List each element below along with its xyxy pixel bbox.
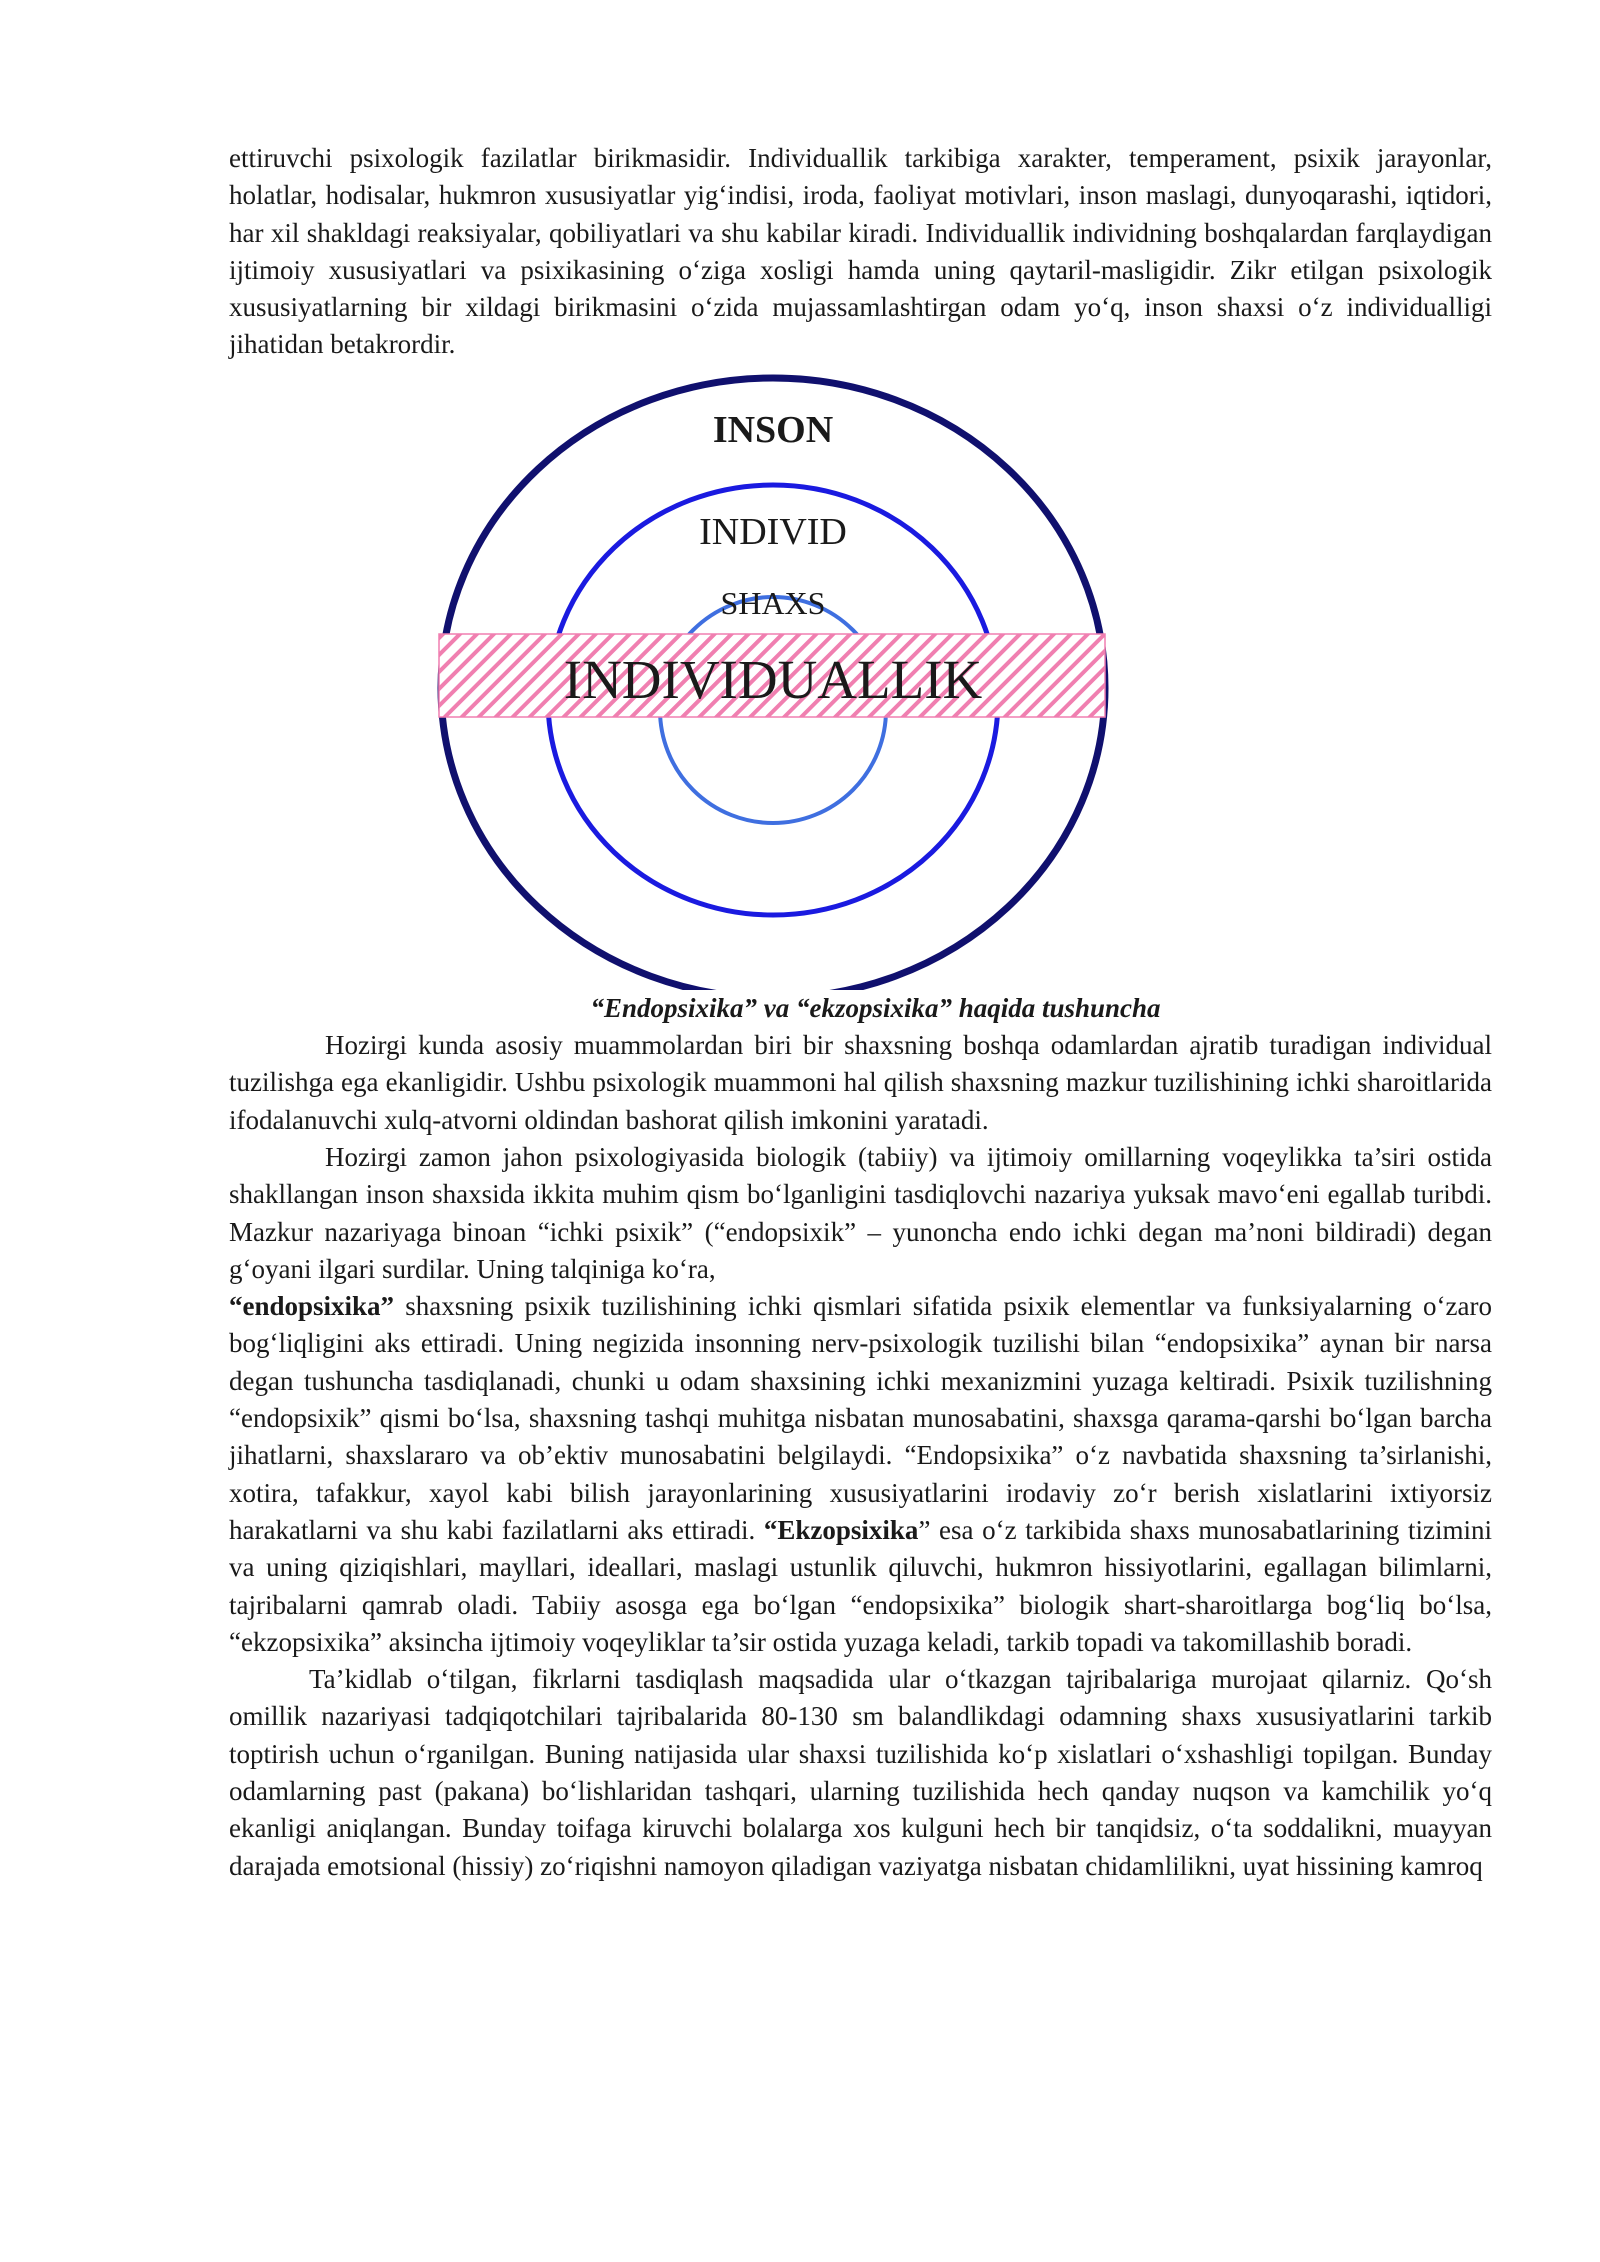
paragraph-endopsixika (229, 1139, 1492, 1661)
paragraph-hozirgi-kunda: Hozirgi kunda asosiy muammolardan biri bir shaxsning boshqa odamlardan ajratib turadigan individual tuzilishga ega ekanligidir. Ushbu psixologik muammoni hal qilish shaxsning mazkur tuzilishining ichki sharoitlarida ifodalanuvchi xulq-atvorni oldindan bashorat qilish imkonini yaratadi. (229, 1030, 1492, 1135)
term-endopsixika: “endopsixika” (229, 1291, 395, 1322)
label-individuallik: INDIVIDUALLIK (563, 648, 983, 710)
term-ekzopsixika: “Ekzopsixika (763, 1514, 919, 1545)
paragraph-individuallik: ettiruvchi psixologik fazilatlar birikmasidir. Individuallik tarkibiga xarakter, temperament, psixik jarayonlar, holatlar, hodisalar, hukmron xususiyatlar yig‘indisi, iroda, faoliyat motivlari, inson maslagi, dunyoqarashi, iqtidori, har xil shakldagi reaksiyalar, qobiliyatlari va shu kabilar kiradi. Individuallik individning boshqalardan farqlaydigan ijtimoiy xususiyatlari va psixikasining o‘ziga xosligi hamda uning qaytaril-masligidir. Zikr etilgan psixologik xususiyatlarning bir xildagi birikmasini o‘zida mujassamlashtirgan odam yo‘q, inson shaxsi o‘z individualligi jihatidan betakrordir. (229, 143, 1492, 360)
section-heading: “Endopsixika” va “ekzopsixika” haqida tushuncha (590, 992, 1161, 1023)
concentric-circles-diagram (229, 370, 1492, 990)
para3-text-1: Hozirgi zamon jahon psixologiyasida biologik (tabiiy) va ijtimoiy omillarning voqeylikka ta’siri ostida shakllangan inson shaxsida ikkita muhim qism bo‘lganligini tasdiqlovchi nazariya yuksak mavo‘eni egallab turibdi. Mazkur nazariyaga binoan “ichki psixik” (“endopsixik” – yunoncha endo ichki degan ma’noni bildiradi) degan g‘oyani ilgari surdilar. Uning talqiniga ko‘ra, (229, 1141, 1492, 1284)
para3-text-2: shaxsning psixik tuzilishining ichki qismlari sifatida psixik elementlar va funksiyalarning o‘zaro bog‘liqligini aks ettiradi. Uning negizida insonning nerv-psixologik tuzilishi bilan “endopsixika” aynan bir narsa degan tushuncha tasdiqlanadi, chunki u odam shaxsining ichki mexanizmini yuzaga keltiradi. Psixik tuzilishning “endopsixik” qismi bo‘lsa, shaxsning tashqi muhitga nisbatan munosabatini, shaxsga qarama-qarshi bo‘lgan barcha jihatlarni, shaxslararo va ob’ektiv munosabatini belgilaydi. “Endopsixika” o‘z navbatida shaxsning ta’sirlanishi, xotira, tafakkur, xayol kabi bilish jarayonlarining xususiyatlarini irodaviy zo‘r berish xislatlarini ixtiyorsiz harakatlarni va shu kabi fazilatlarni aks ettiradi. (229, 1291, 1492, 1545)
label-shaxs: SHAXS (720, 584, 826, 621)
label-inson: INSON (712, 408, 834, 451)
para3-text-3: ” esa o‘z tarkibida shaxs munosabatlarining tizimini va uning qiziqishlari, mayllari, ideallari, maslagi ustunlik qiluvchi, hukmron hissiyotlarini, egallagan bilimlarni, tajribalarni qamrab oladi. Tabiiy asosga ega bo‘lgan “endopsixika” biologik shart-sharoitlarga bog‘liq bo‘lsa, “ekzopsixika” aksincha ijtimoiy voqeyliklar ta’sir ostida yuzaga keladi, tarkib topadi va takomillashib boradi. (229, 1514, 1492, 1657)
paragraph-takidlab: Ta’kidlab o‘tilgan, fikrlarni tasdiqlash maqsadida ular o‘tkazgan tajribalariga murojaat qilarniz. Qo‘sh omillik nazariyasi tadqiqotchilari tajribalarida 80-130 sm balandlikdagi odamning shaxs xususiyatlarini tarkib toptirish uchun o‘rganilgan. Buning natijasida ular shaxsi tuzilishida ko‘p xislatlari o‘xshashligi topilgan. Bunday odamlarning past (pakana) bo‘lishlaridan tashqari, ularning tuzilishida hech qanday nuqson va kamchilik yo‘q ekanligi aniqlangan. Bunday toifaga kiruvchi bolalarga xos kulguni hech bir tanqidsiz, o‘ta soddalikni, muayyan darajada emotsional (hissiy) zo‘riqishni namoyon qiladigan vaziyatga nisbatan chidamlilikni, uyat hissining kamroq (229, 1664, 1492, 1881)
label-individ: INDIVID (699, 510, 847, 553)
diagram-svg (229, 370, 1492, 990)
document-page (229, 140, 1492, 1885)
